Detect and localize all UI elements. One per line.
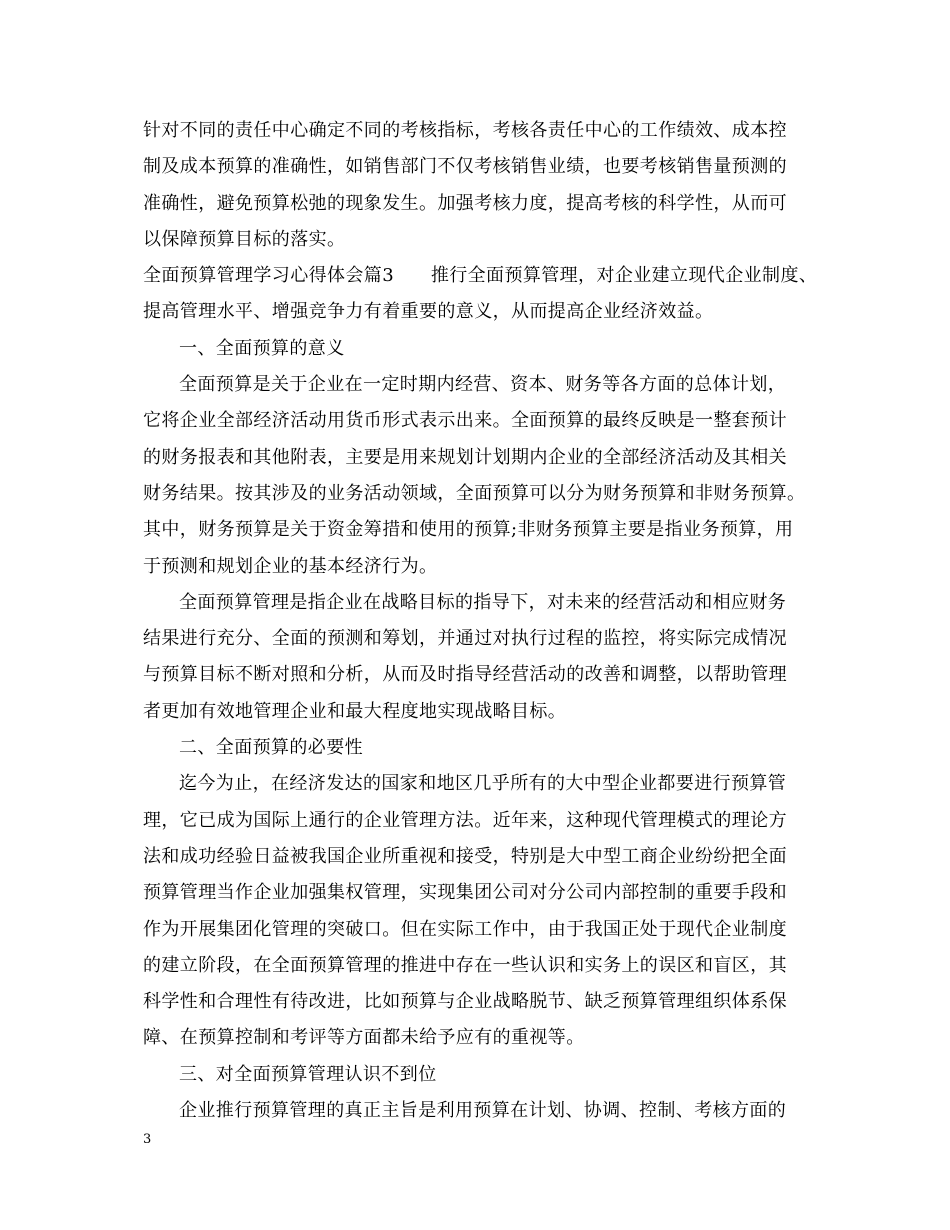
text-line: 企业推行预算管理的真正主旨是利用预算在计划、协调、控制、考核方面的 — [179, 1100, 787, 1122]
text-line: 财务结果。按其涉及的业务活动领域，全面预算可以分为财务预算和非财务预算。 — [143, 482, 806, 504]
text-line: 的财务报表和其他附表，主要是用来规划计划期内企业的全部经济活动及其相关 — [143, 446, 787, 468]
text-line: 提高管理水平、增强竞争力有着重要的意义，从而提高企业经济效益。 — [143, 301, 714, 323]
text-line: 者更加有效地管理企业和最大程度地实现战略目标。 — [143, 700, 567, 722]
text-line: 理，它已成为国际上通行的企业管理方法。近年来，这种现代管理模式的理论方 — [143, 809, 787, 831]
text-line: 全面预算管理是指企业在战略目标的指导下，对未来的经营活动和相应财务 — [179, 591, 787, 613]
text-line: 科学性和合理性有待改进，比如预算与企业战略脱节、缺乏预算管理组织体系保 — [143, 991, 787, 1013]
text-line: 法和成功经验日益被我国企业所重视和接受，特别是大中型工商企业纷纷把全面 — [143, 845, 787, 867]
document-body — [143, 113, 833, 1129]
text-line: 其中，财务预算是关于资金筹措和使用的预算;非财务预算主要是指业务预算，用 — [143, 519, 794, 541]
text-line: 预算管理当作企业加强集权管理，实现集团公司对分公司内部控制的重要手段和 — [143, 882, 787, 904]
text-line: 全面预算是关于企业在一定时期内经营、资本、财务等各方面的总体计划， — [179, 374, 787, 396]
section-heading-2: 二、全面预算的必要性 — [179, 737, 363, 759]
text-line: 制及成本预算的准确性，如销售部门不仅考核销售业绩，也要考核销售量预测的 — [143, 156, 787, 178]
text-line: 作为开展集团化管理的突破口。但在实际工作中，由于我国正处于现代企业制度 — [143, 918, 787, 940]
text-line: 迄今为止，在经济发达的国家和地区几乎所有的大中型企业都要进行预算管 — [179, 773, 787, 795]
text-line: 于预测和规划企业的基本经济行为。 — [143, 555, 438, 577]
text-line: 与预算目标不断对照和分析，从而及时指导经营活动的改善和调整，以帮助管理 — [143, 664, 787, 686]
text-line: 准确性，避免预算松弛的现象发生。加强考核力度，提高考核的科学性，从而可 — [143, 192, 787, 214]
text-line: 以保障预算目标的落实。 — [143, 228, 346, 250]
section-heading-1: 一、全面预算的意义 — [179, 337, 345, 359]
text-line: 结果进行充分、全面的预测和筹划，并通过对执行过程的监控，将实际完成情况 — [143, 628, 787, 650]
text-line: 障、在预算控制和考评等方面都未给予应有的重视等。 — [143, 1027, 585, 1049]
page-number: 3 — [143, 1132, 152, 1147]
text-line: 它将企业全部经济活动用货币形式表示出来。全面预算的最终反映是一整套预计 — [143, 410, 787, 432]
section-heading-3: 三、对全面预算管理认识不到位 — [179, 1063, 437, 1085]
text-line: 针对不同的责任中心确定不同的考核指标，考核各责任中心的工作绩效、成本控 — [143, 120, 787, 141]
article-title-line: 全面预算管理学习心得体会篇3 推行全面预算管理，对企业建立现代企业制度、 — [143, 265, 818, 287]
text-line: 的建立阶段，在全面预算管理的推进中存在一些认识和实务上的误区和盲区，其 — [143, 954, 787, 976]
